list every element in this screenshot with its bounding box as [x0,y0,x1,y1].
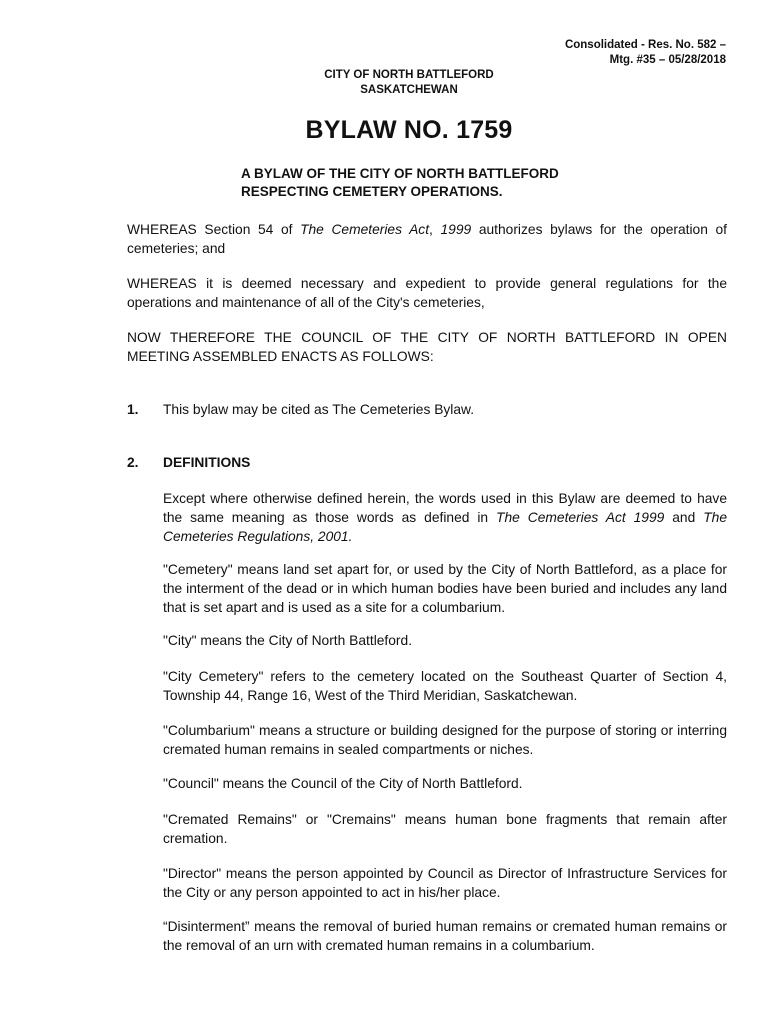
definition-cemetery: "Cemetery" means land set apart for, or used by the City of North Battleford, as a place for the interment of the dead or in which human bodies have been buried and includes any land that is set apart and is used as a site for a columbarium. [163,562,727,615]
definition-city-cemetery: "City Cemetery" refers to the cemetery located on the Southeast Quarter of Section 4, Township 44, Range 16, West of the Third Meridian, Saskatchewan. [163,669,727,703]
definitions-intro [163,489,727,546]
intro-act: The Cemeteries Act 1999 [496,510,665,525]
intro-regs: The Cemeteries Regulations, 2001. [163,510,728,544]
whereas1-mid: , [429,222,441,237]
definition-cremated-remains: "Cremated Remains" or "Cremains" means human bone fragments that remain after cremation. [163,812,727,846]
consolidated-line-2: Mtg. #35 – 05/28/2018 [609,54,726,66]
intro-and: and [664,510,704,525]
whereas1-pre: WHEREAS Section 54 of [127,222,301,237]
definition-disinterment: “Disinterment” means the removal of buried human remains or cremated human remains or the removal of an urn with cremated human remains in a columbarium. [163,919,727,953]
whereas1-year: 1999 [440,222,472,237]
city-header [0,68,770,98]
city-name: CITY OF NORTH BATTLEFORD [324,69,494,81]
definition-council: "Council" means the Council of the City of North Battleford. [163,776,523,791]
enacting-clause: NOW THEREFORE THE COUNCIL OF THE CITY OF NORTH BATTLEFORD IN OPEN MEETING ASSEMBLED ENACTS AS FOLLOWS: [127,330,727,364]
section-2-number: 2. [127,455,139,470]
intro-pre: Except where otherwise defined herein, the words used in this Bylaw are deemed to have the same meaning as those words as defined in [163,491,727,525]
subtitle-line-1: A BYLAW OF THE CITY OF NORTH BATTLEFORD [241,166,559,181]
section-1-number: 1. [127,402,139,417]
section-1-text: This bylaw may be cited as The Cemeteries Bylaw. [163,402,475,417]
consolidated-note [565,38,726,68]
consolidated-line-1: Consolidated - Res. No. 582 – [564,39,726,51]
whereas1-post: authorizes bylaws for the operation of cemeteries; and [127,222,728,256]
whereas-clause-2: WHEREAS it is deemed necessary and expedient to provide general regulations for the operations and maintenance of all of the City's cemeteries, [127,276,727,310]
bylaw-title: BYLAW NO. 1759 [305,116,513,144]
definition-city: "City" means the City of North Battleford. [163,633,413,648]
bylaw-subtitle [241,165,661,201]
subtitle-line-2: RESPECTING CEMETERY OPERATIONS. [241,184,503,199]
definition-director: "Director" means the person appointed by Council as Director of Infrastructure Services for the City or any person appointed to act in his/her place. [163,866,727,900]
province-name: SASKATCHEWAN [360,84,458,96]
whereas1-act: The Cemeteries Act [300,222,430,237]
section-2-heading: DEFINITIONS [163,455,251,470]
whereas-clause-1 [127,220,727,258]
definition-columbarium: "Columbarium" means a structure or building designed for the purpose of storing or interring cremated human remains in sealed compartments or niches. [163,723,727,757]
